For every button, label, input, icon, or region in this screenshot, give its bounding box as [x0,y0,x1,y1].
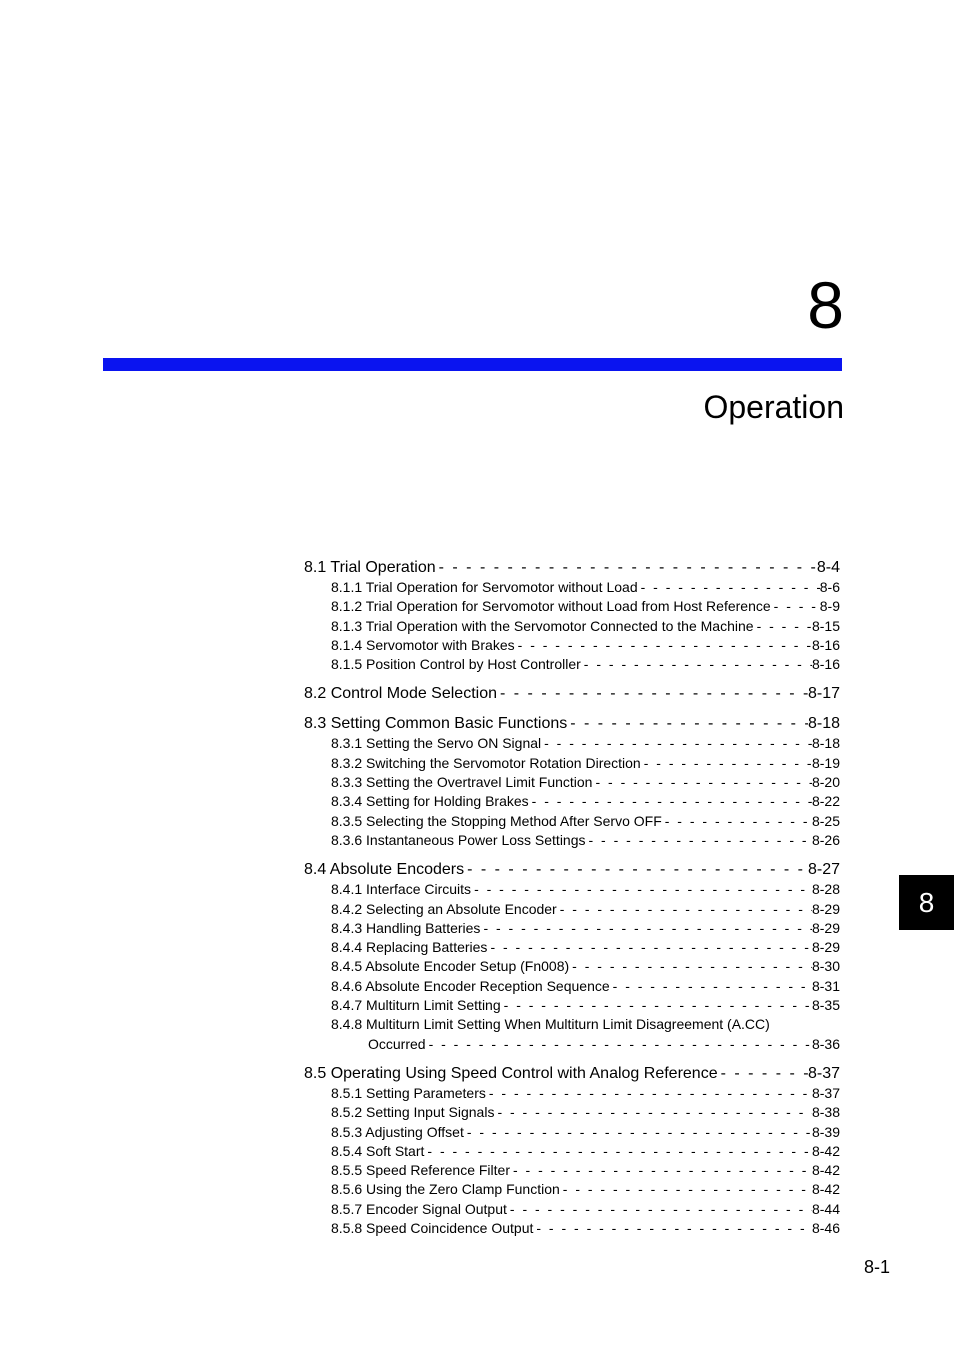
toc-leader [560,1180,812,1199]
toc-item-title: 8.5.2 Setting Input Signals [331,1104,495,1121]
toc-item[interactable] [331,831,840,850]
toc-item-title: 8.1.1 Trial Operation for Servomotor without Load [331,579,638,595]
toc-item-title: 8.5.8 Speed Coincidence Output [331,1220,534,1237]
toc-section-title: 8.5 Operating Using Speed Control with Analog Reference [304,1064,718,1082]
toc-item-title: 8.5.5 Speed Reference Filter [331,1162,510,1179]
toc-leader [497,684,808,704]
toc-item-title: 8.4.6 Absolute Encoder Reception Sequence [331,977,610,994]
toc-item[interactable] [331,957,840,976]
toc-leader [486,1084,812,1103]
toc-page: 8-16 [811,656,840,673]
toc-leader [586,831,812,850]
toc-item-multiline[interactable] [331,1015,840,1034]
toc-leader [662,812,812,831]
table-of-contents [304,558,840,1238]
toc-item[interactable] [331,655,840,674]
toc-item[interactable] [331,1161,840,1180]
toc-section-8-3[interactable] [304,714,840,734]
toc-item[interactable] [331,938,840,957]
toc-page: 8-18 [807,715,840,733]
toc-item[interactable] [331,996,840,1015]
toc-item[interactable] [331,1180,840,1199]
toc-item[interactable] [331,754,840,773]
chapter-number: 8 [807,268,844,342]
toc-leader [424,1142,812,1161]
toc-item-title: 8.4.3 Handling Batteries [331,919,481,936]
toc-item-title: 8.4.5 Absolute Encoder Setup (Fn008) [331,958,570,975]
toc-item[interactable] [331,1142,840,1161]
toc-item-continuation[interactable] [368,1035,840,1054]
chapter-rule [103,358,842,371]
toc-page: 8-6 [819,579,840,595]
toc-item-title: 8.1.3 Trial Operation with the Servomotor Connected to the Machine [331,617,754,634]
toc-page: 8-35 [811,997,840,1014]
toc-gap [304,704,840,714]
toc-item[interactable] [331,792,840,811]
toc-leader [510,1161,812,1180]
toc-page: 8-42 [811,1162,840,1179]
toc-leader [501,996,812,1015]
toc-section-8-4[interactable] [304,860,840,880]
toc-leader [581,655,812,674]
toc-item[interactable] [331,773,840,792]
toc-leader [638,578,820,597]
toc-item-title: 8.3.4 Setting for Holding Brakes [331,793,529,810]
toc-page: 8-36 [811,1035,840,1052]
toc-page: 8-37 [807,1064,840,1082]
toc-item-title: 8.3.1 Setting the Servo ON Signal [331,735,542,752]
toc-leader [541,734,812,753]
toc-leader [771,597,820,616]
toc-page: 8-29 [811,900,840,917]
toc-leader [464,860,808,880]
toc-leader [569,957,812,976]
toc-item[interactable] [331,977,840,996]
toc-item-title: Occurred [368,1035,426,1052]
page-number: 8-1 [863,1257,890,1277]
toc-leader [557,900,812,919]
toc-page: 8-22 [811,793,840,810]
toc-item[interactable] [331,1123,840,1142]
toc-item[interactable] [331,919,840,938]
toc-item-title: 8.5.3 Adjusting Offset [331,1123,464,1140]
toc-page: 8-44 [811,1200,840,1217]
toc-page: 8-17 [807,685,840,703]
toc-item[interactable] [331,900,840,919]
toc-leader [494,1103,812,1122]
toc-item[interactable] [331,734,840,753]
toc-item-title: 8.3.2 Switching the Servomotor Rotation Direction [331,754,641,771]
toc-item-title: 8.1.4 Servomotor with Brakes [331,636,515,653]
toc-gap [304,850,840,860]
toc-page: 8-19 [811,754,840,771]
toc-gap [304,1054,840,1064]
toc-item-title: 8.3.6 Instantaneous Power Loss Settings [331,831,586,848]
toc-leader [487,938,812,957]
toc-item[interactable] [331,617,840,636]
toc-page: 8-26 [811,831,840,848]
toc-page: 8-42 [811,1181,840,1198]
toc-item[interactable] [331,1084,840,1103]
toc-page: 8-27 [807,861,840,879]
toc-leader [515,636,812,655]
toc-section-title: 8.4 Absolute Encoders [304,861,465,879]
toc-leader [610,977,812,996]
toc-item-title: 8.4.4 Replacing Batteries [331,939,488,956]
toc-leader [436,558,817,578]
toc-item-title: 8.5.1 Setting Parameters [331,1084,486,1101]
toc-item[interactable] [331,1103,840,1122]
toc-page: 8-20 [811,774,840,791]
toc-leader [480,919,812,938]
toc-item[interactable] [331,880,840,899]
toc-item-title: 8.1.2 Trial Operation for Servomotor without Load from Host Reference [331,598,771,615]
toc-item-title: 8.5.4 Soft Start [331,1142,425,1159]
toc-page: 8-30 [811,958,840,975]
toc-page: 8-46 [811,1220,840,1237]
toc-page: 8-31 [811,977,840,994]
toc-leader [533,1219,812,1238]
toc-page: 8-9 [819,598,840,615]
toc-section-8-1[interactable] [304,558,840,578]
toc-page: 8-29 [811,919,840,936]
toc-gap [304,674,840,684]
toc-item-title: 8.4.7 Multiturn Limit Setting [331,997,501,1014]
toc-leader [507,1200,812,1219]
toc-section-8-5[interactable] [304,1064,840,1084]
toc-leader [641,754,812,773]
toc-item[interactable] [331,597,840,616]
toc-page: 8-28 [811,881,840,898]
toc-page: 8-4 [816,559,840,576]
chapter-title: Operation [703,389,844,425]
toc-item[interactable] [331,578,840,597]
toc-item-title: 8.5.6 Using the Zero Clamp Function [331,1181,560,1198]
toc-item[interactable] [331,1219,840,1238]
toc-item[interactable] [331,636,840,655]
toc-section-title: 8.1 Trial Operation [304,559,436,576]
toc-section-8-2[interactable] [304,684,840,704]
toc-page: 8-29 [811,939,840,956]
toc-leader [426,1035,812,1054]
toc-item-title: 8.4.2 Selecting an Absolute Encoder [331,900,557,917]
toc-item-title: 8.1.5 Position Control by Host Controller [331,656,581,673]
toc-page: 8-15 [811,617,840,634]
toc-page: 8-25 [811,812,840,829]
toc-leader [529,792,812,811]
toc-item-title: 8.4.1 Interface Circuits [331,881,472,898]
toc-page: 8-16 [811,636,840,653]
toc-leader [567,714,808,734]
toc-page: 8-39 [811,1123,840,1140]
toc-leader [754,617,812,636]
toc-item-title: 8.4.8 Multiturn Limit Setting When Multiturn Limit Disagreement (A.CC) [331,1016,770,1033]
toc-section-title: 8.3 Setting Common Basic Functions [304,715,568,733]
toc-page: 8-37 [811,1084,840,1101]
toc-leader [464,1123,812,1142]
toc-section-title: 8.2 Control Mode Selection [304,685,497,703]
toc-page: 8-38 [811,1104,840,1121]
toc-page: 8-18 [811,735,840,752]
toc-item[interactable] [331,812,840,831]
toc-item[interactable] [331,1200,840,1219]
toc-leader [471,880,812,899]
toc-item-title: 8.5.7 Encoder Signal Output [331,1200,507,1217]
toc-item-title: 8.3.3 Setting the Overtravel Limit Function [331,774,593,791]
chapter-tab: 8 [899,875,954,930]
toc-leader [592,773,812,792]
toc-leader [718,1064,808,1084]
toc-page: 8-42 [811,1142,840,1159]
toc-item-title: 8.3.5 Selecting the Stopping Method After Servo OFF [331,812,662,829]
